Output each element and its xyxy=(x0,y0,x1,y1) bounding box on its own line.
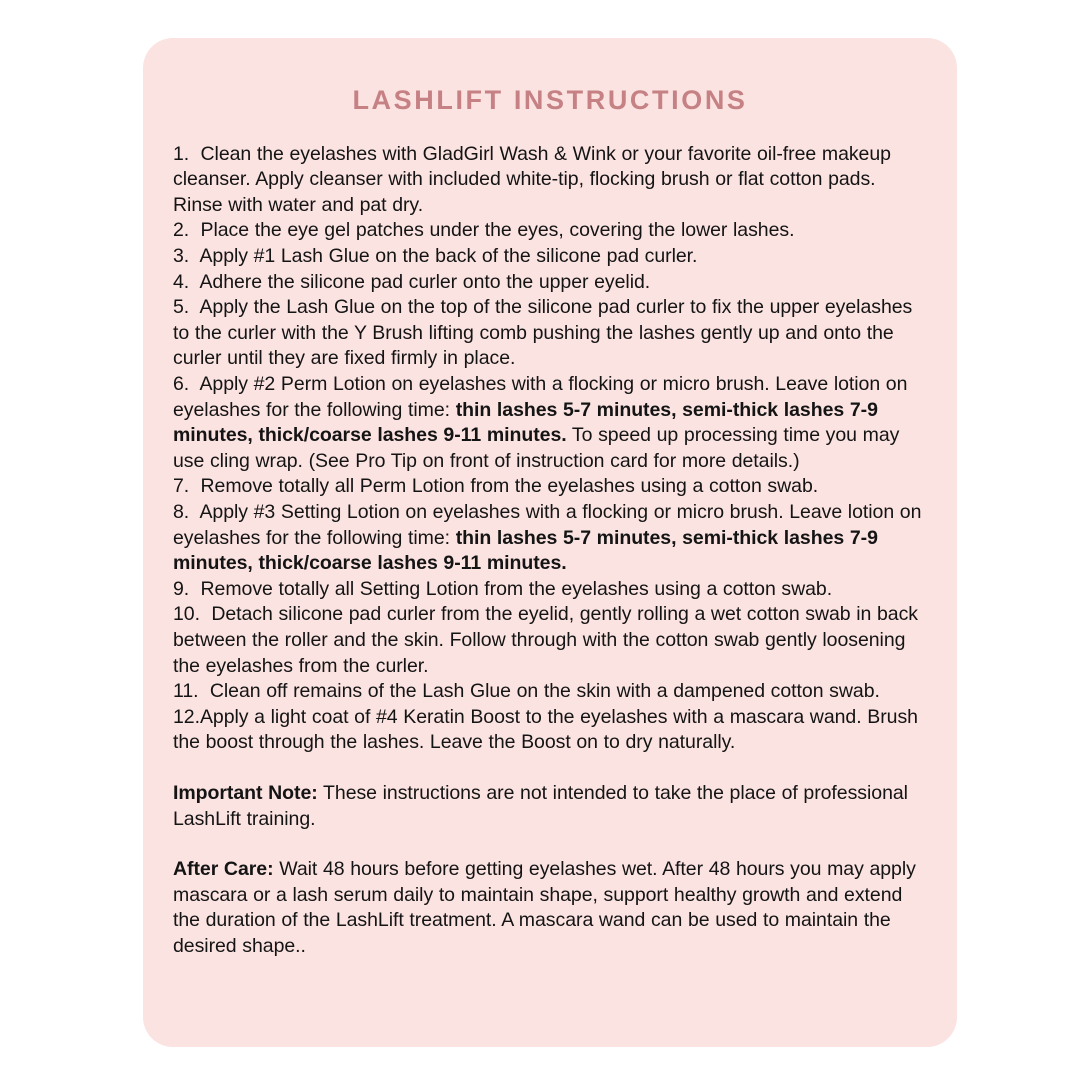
instruction-card xyxy=(143,38,957,1047)
step-text-emphasis: thin lashes 5-7 minutes, semi-thick lashes 7-9 minutes, thick/coarse lashes 9-11 minutes. xyxy=(173,526,878,575)
step-number: 2. xyxy=(173,219,190,242)
list-item xyxy=(173,142,927,219)
step-number: 8. xyxy=(173,501,190,523)
step-text: Place the eye gel patches under the eyes, covering the lower lashes. xyxy=(200,219,795,242)
after-care-label: After Care: xyxy=(173,858,274,881)
step-text: Detach silicone pad curler from the eyelid, gently rolling a wet cotton swab in back between the roller and the skin. Follow through with the cotton swab gently loosening the eyelashes from the curler. xyxy=(173,603,919,677)
step-text-continued: To speed up processing time you may use cling wrap. (See Pro Tip on front of instruction card for more details.) xyxy=(173,424,900,472)
step-text-emphasis: thin lashes 5-7 minutes, semi-thick lashes 7-9 minutes, thick/coarse lashes 9-11 minutes. xyxy=(173,398,878,447)
list-item xyxy=(173,372,927,474)
list-item xyxy=(173,244,927,270)
list-item xyxy=(173,602,927,679)
step-text: Remove totally all Perm Lotion from the eyelashes using a cotton swab. xyxy=(200,475,819,498)
step-number: 12. xyxy=(173,705,200,728)
list-item xyxy=(173,295,927,372)
step-number: 4. xyxy=(173,270,190,293)
step-number: 1. xyxy=(173,142,190,165)
step-number: 7. xyxy=(173,475,190,498)
step-number: 5. xyxy=(173,296,190,319)
step-text: Clean the eyelashes with GladGirl Wash & Wink or your favorite oil-free makeup cleanser. Apply cleanser with included white-tip, flocking brush or flat cotton pads. Rinse with water and pat dry. xyxy=(173,142,891,216)
list-item xyxy=(173,577,927,603)
list-item xyxy=(173,705,927,756)
important-note-label: Important Note: xyxy=(173,781,318,804)
list-item xyxy=(173,218,927,244)
step-number: 6. xyxy=(173,373,190,396)
list-item xyxy=(173,679,927,705)
step-text: Apply a light coat of #4 Keratin Boost to the eyelashes with a mascara wand. Brush the boost through the lashes. Leave the Boost on to dry naturally. xyxy=(173,705,918,754)
step-text: Apply #3 Setting Lotion on eyelashes with a flocking or micro brush. Leave lotion on eyelashes for the following time: xyxy=(173,501,922,549)
after-care-note xyxy=(173,857,927,959)
step-text: Adhere the silicone pad curler onto the upper eyelid. xyxy=(199,270,651,293)
step-number: 10. xyxy=(173,603,200,626)
step-text: Apply #1 Lash Glue on the back of the silicone pad curler. xyxy=(199,245,698,268)
step-number: 3. xyxy=(173,245,190,268)
instruction-steps-list xyxy=(173,142,927,756)
important-note-text: These instructions are not intended to take the place of professional LashLift training. xyxy=(173,781,908,830)
page-title: LASHLIFT INSTRUCTIONS xyxy=(352,85,748,115)
after-care-text: Wait 48 hours before getting eyelashes wet. After 48 hours you may apply mascara or a lash serum daily to maintain shape, support healthy growth and extend the duration of the LashLift treatment. A mascara wand can be used to maintain the desired shape.. xyxy=(173,858,916,957)
step-number: 11. xyxy=(173,680,199,703)
step-text: Remove totally all Setting Lotion from the eyelashes using a cotton swab. xyxy=(200,577,833,600)
step-text: Clean off remains of the Lash Glue on the skin with a dampened cotton swab. xyxy=(209,680,880,703)
step-number: 9. xyxy=(173,577,190,600)
list-item xyxy=(173,270,927,296)
list-item xyxy=(173,474,927,500)
step-text: Apply the Lash Glue on the top of the silicone pad curler to fix the upper eyelashes to the curler with the Y Brush lifting comb pushing the lashes gently up and onto the curler until they are fixed firmly in place. xyxy=(173,296,913,370)
step-text: Apply #2 Perm Lotion on eyelashes with a flocking or micro brush. Leave lotion on eyelashes for the following time: xyxy=(173,373,908,421)
list-item xyxy=(173,500,927,577)
important-note xyxy=(173,781,927,832)
